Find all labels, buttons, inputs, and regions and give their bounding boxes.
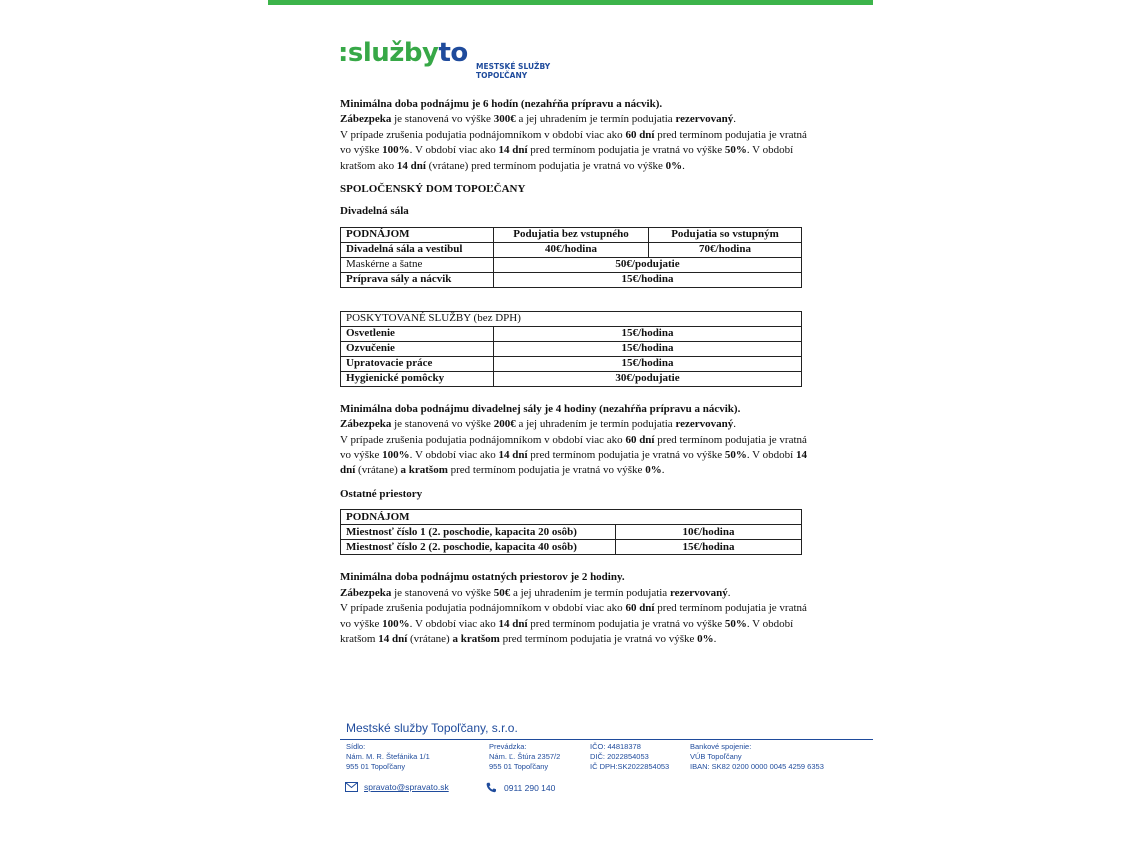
- table-header-cell: PODNÁJOM: [341, 510, 802, 525]
- table-header-cell: Podujatia bez vstupného: [494, 227, 649, 242]
- table-cell: Príprava sály a nácvik: [341, 272, 494, 287]
- table-cell: 15€/hodina: [494, 341, 802, 356]
- section-title: SPOLOČENSKÝ DOM TOPOĽČANY: [340, 183, 526, 196]
- table-cell: 10€/hodina: [616, 525, 802, 540]
- table-cell: 15€/hodina: [494, 356, 802, 371]
- table-row: [341, 257, 802, 272]
- footer-phone: [486, 782, 555, 793]
- theatre-rent-table: [340, 227, 802, 288]
- logo-wordmark: :službyto: [338, 38, 468, 68]
- footer: [340, 720, 873, 802]
- phone-number: 0911 290 140: [504, 782, 556, 793]
- footer-seat: Sídlo: Nám. M. R. Štefánika 1/1 955 01 Topoľčany: [346, 742, 430, 771]
- table-cell: 40€/hodina: [494, 242, 649, 257]
- other-cancellation: V prípade zrušenia podujatia podnájomníkom v období viac ako 60 dní pred termínom podujatia je vratná vo výške 100%. V období viac ako 14 dní pred termínom podujatia je vratná vo výške 50%. V období kratšom 14 dní (vrátane) a kratšom pred termínom podujatia je vratná vo výške 0%.: [340, 602, 807, 645]
- table-row: [341, 242, 802, 257]
- table-cell: Upratovacie práce: [341, 356, 494, 371]
- other-deposit: Zábezpeka je stanovená vo výške 50€ a jej uhradením je termín podujatia rezervovaný.: [340, 586, 731, 599]
- theatre-services-table: [340, 311, 802, 387]
- table-cell: Miestnosť číslo 2 (2. poschodie, kapacita 40 osôb): [341, 540, 616, 555]
- table-row: [341, 540, 802, 555]
- logo-subtitle: MESTSKÉ SLUŽBY TOPOĽČANY: [476, 62, 551, 80]
- other-heading: Ostatné priestory: [340, 487, 423, 500]
- footer-office: Prevádzka: Nám. Ľ. Štúra 2357/2 955 01 Topoľčany: [489, 742, 561, 771]
- other-rent-table: [340, 509, 802, 555]
- email-link[interactable]: spravato@spravato.sk: [364, 782, 449, 792]
- table-row: [341, 341, 802, 356]
- envelope-icon: [345, 782, 358, 792]
- footer-email[interactable]: [345, 782, 449, 792]
- table-header-cell: Podujatia so vstupným: [649, 227, 802, 242]
- table-row: [341, 326, 802, 341]
- table-cell: Ozvučenie: [341, 341, 494, 356]
- table-header-cell: POSKYTOVANÉ SLUŽBY (bez DPH): [341, 311, 802, 326]
- document-body: [340, 97, 810, 647]
- theatre-deposit: Zábezpeka je stanovená vo výške 200€ a jej uhradením je termín podujatia rezervovaný.: [340, 418, 737, 431]
- table-cell: Miestnosť číslo 1 (2. poschodie, kapacita 20 osôb): [341, 525, 616, 540]
- table-cell: 70€/hodina: [649, 242, 802, 257]
- footer-details: [340, 742, 873, 782]
- table-cell: Osvetlenie: [341, 326, 494, 341]
- table-row: [341, 356, 802, 371]
- table-row: [341, 510, 802, 525]
- intro-cancellation: V prípade zrušenia podujatia podnájomníkom v období viac ako 60 dní pred termínom podujatia je vratná vo výške 100%. V období viac ako 14 dní pred termínom podujatia je vratná vo výške 50%. V období kratšom ako 14 dní (vrátane) pred termínom podujatia je vratná vo výške 0%.: [340, 128, 807, 172]
- table-cell: 15€/hodina: [616, 540, 802, 555]
- table-cell: 15€/hodina: [494, 326, 802, 341]
- footer-bank: Bankové spojenie: VÚB Topoľčany IBAN: SK82 0200 0000 0045 4259 6353: [690, 742, 824, 771]
- logo: [338, 38, 551, 84]
- table-row: [341, 227, 802, 242]
- table-row: [341, 371, 802, 386]
- table-row: [341, 525, 802, 540]
- table-cell: Divadelná sála a vestibul: [341, 242, 494, 257]
- top-accent-bar: [268, 0, 873, 5]
- table-cell: Maskérne a šatne: [341, 257, 494, 272]
- table-row: [341, 311, 802, 326]
- table-header-cell: PODNÁJOM: [341, 227, 494, 242]
- other-min-duration: Minimálna doba podnájmu ostatných priestorov je 2 hodiny.: [340, 571, 625, 584]
- theatre-cancellation: V prípade zrušenia podujatia podnájomníkom v období viac ako 60 dní pred termínom podujatia je vratná vo výške 100%. V období viac ako 14 dní pred termínom podujatia je vratná vo výške 50%. V období 14 dní (vrátane) a kratšom pred termínom podujatia je vratná vo výške 0%.: [340, 433, 807, 477]
- theatre-min-duration: Minimálna doba podnájmu divadelnej sály je 4 hodiny (nezahŕňa prípravu a nácvik).: [340, 402, 741, 415]
- footer-contact: [340, 782, 873, 802]
- table-row: [341, 272, 802, 287]
- phone-icon: [486, 782, 496, 793]
- table-cell: Hygienické pomôcky: [341, 371, 494, 386]
- table-cell: 50€/podujatie: [494, 257, 802, 272]
- intro-deposit: Zábezpeka je stanovená vo výške 300€ a jej uhradením je termín podujatia rezervovaný.: [340, 113, 737, 126]
- intro-min-duration: Minimálna doba podnájmu je 6 hodín (nezahŕňa prípravu a nácvik).: [340, 98, 663, 110]
- table-cell: 30€/podujatie: [494, 371, 802, 386]
- footer-ids: IČO: 44818378 DIČ: 2022854053 IČ DPH:SK2022854053: [590, 742, 670, 771]
- table-cell: 15€/hodina: [494, 272, 802, 287]
- footer-divider: [340, 739, 873, 740]
- footer-company-name: Mestské služby Topoľčany, s.r.o.: [346, 721, 518, 735]
- theatre-heading: Divadelná sála: [340, 205, 409, 218]
